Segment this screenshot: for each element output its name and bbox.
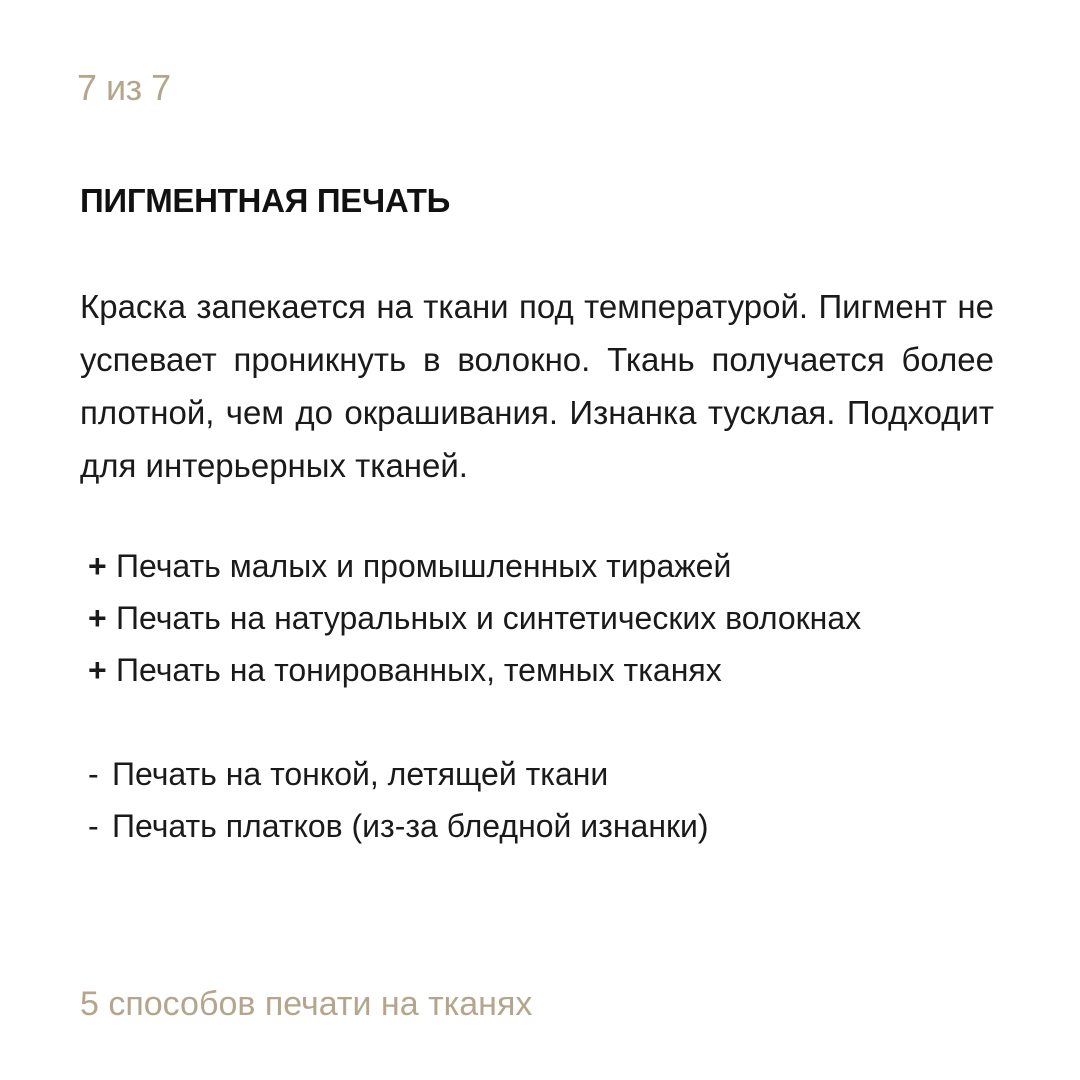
cons-list [88,748,709,852]
pros-list-item [88,592,861,644]
cons-item-text: Печать платков (из-за бледной изнанки) [112,808,709,844]
plus-icon: + [88,600,107,636]
pros-item-text: Печать на тонированных, темных тканях [116,652,722,688]
plus-icon: + [88,652,107,688]
page-title: ПИГМЕНТНАЯ ПЕЧАТЬ [80,182,451,219]
footer-caption: 5 способов печати на тканях [80,985,533,1023]
minus-icon: - [88,756,99,792]
pros-item-text: Печать на натуральных и синтетических волокнах [116,600,862,636]
pros-list-item [88,644,861,696]
minus-icon: - [88,808,99,844]
cons-item-text: Печать на тонкой, летящей ткани [112,756,609,792]
plus-icon: + [88,548,107,584]
description-paragraph: Краска запекается на ткани под температурой. Пигмент не успевает проникнуть в волокно. Ткань получается более плотной, чем до окрашивания. Изнанка тусклая. Подходит для интерьерных тканей. [80,288,994,484]
slide-counter: 7 из 7 [77,67,171,108]
pros-list-item [88,540,861,592]
pros-item-text: Печать малых и промышленных тиражей [116,548,732,584]
cons-list-item [88,748,709,800]
cons-list-item [88,800,709,852]
pros-list [88,540,861,696]
